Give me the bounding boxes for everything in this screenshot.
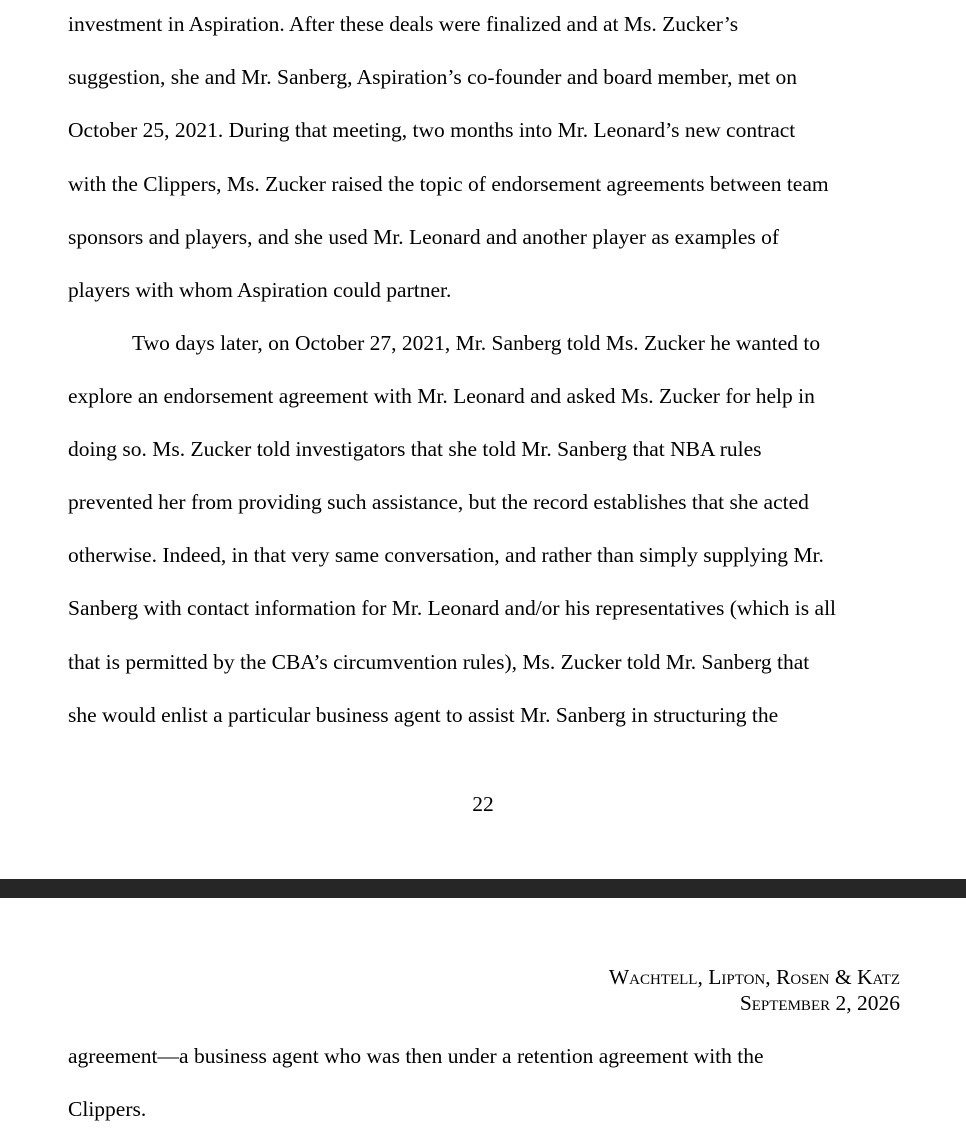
body-text-line: Clippers. <box>68 1097 147 1121</box>
body-text-line: otherwise. Indeed, in that very same conversation, and rather than simply supplying Mr. <box>68 543 824 567</box>
body-text-line: Sanberg with contact information for Mr. Leonard and/or his representatives (which is all <box>68 596 837 620</box>
body-text-line: that is permitted by the CBA’s circumvention rules), Ms. Zucker told Mr. Sanberg that <box>68 650 810 674</box>
firm-name: Wachtell, Lipton, Rosen & Katz <box>608 965 900 989</box>
body-text-line: October 25, 2021. During that meeting, two months into Mr. Leonard’s new contract <box>68 118 796 142</box>
body-text-line: she would enlist a particular business agent to assist Mr. Sanberg in structuring the <box>68 703 779 727</box>
body-text-line: prevented her from providing such assistance, but the record establishes that she acted <box>68 490 809 514</box>
body-text-line: sponsors and players, and she used Mr. Leonard and another player as examples of <box>68 225 780 249</box>
body-text-line: players with whom Aspiration could partner. <box>68 278 452 302</box>
body-text-line: suggestion, she and Mr. Sanberg, Aspiration’s co-founder and board member, met on <box>68 65 798 89</box>
body-text-line: doing so. Ms. Zucker told investigators that she told Mr. Sanberg that NBA rules <box>68 437 762 461</box>
header-date: September 2, 2026 <box>739 991 900 1015</box>
body-text-line: explore an endorsement agreement with Mr. Leonard and asked Ms. Zucker for help in <box>68 384 815 408</box>
paragraph-first-line: Two days later, on October 27, 2021, Mr. Sanberg told Ms. Zucker he wanted to <box>132 331 821 355</box>
body-text-line: agreement—a business agent who was then under a retention agreement with the <box>68 1044 764 1068</box>
body-text-line: investment in Aspiration. After these deals were finalized and at Ms. Zucker’s <box>68 12 739 36</box>
page-header <box>609 964 900 1016</box>
page-divider <box>0 879 966 898</box>
body-text-line: with the Clippers, Ms. Zucker raised the topic of endorsement agreements between team <box>68 172 829 196</box>
page-number: 22 <box>472 792 494 816</box>
